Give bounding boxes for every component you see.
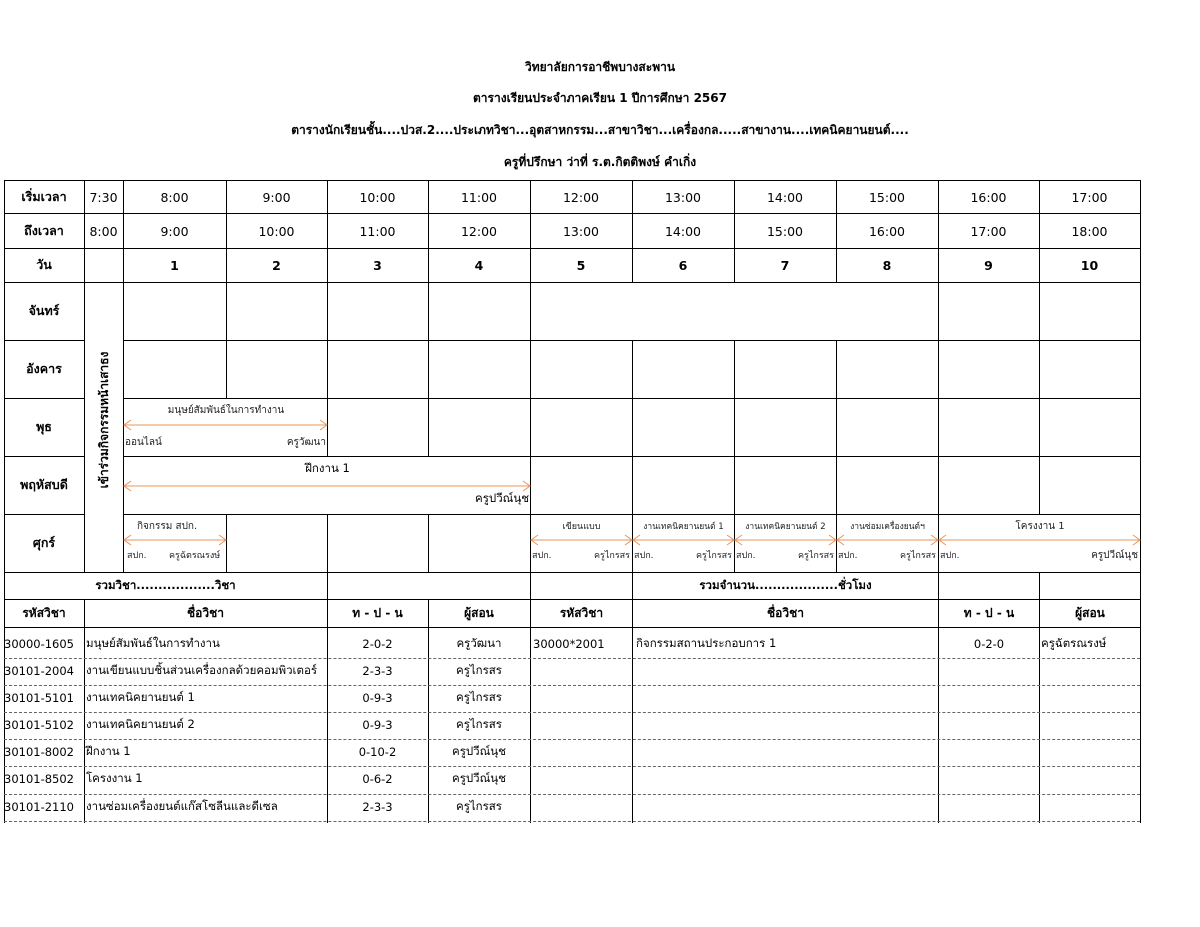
day-label: ศุกร์ [32,535,56,550]
end-time: 13:00 [562,223,600,239]
period-number: 8 [882,257,892,273]
subject-code-right: 30000*2001 [533,637,605,651]
subject-code: 30101-5102 [4,718,74,732]
subject-name: งานซ่อมเครื่องยนต์แก๊สโซลีนและดีเซล [86,799,278,813]
start-time: 8:00 [160,189,189,205]
subject-teacher: ครูไกรสร [456,663,502,677]
subject-name: งานเทคนิคยานยนต์ 1 [86,690,195,704]
subject-name-header-right: ชื่อวิชา [767,605,804,620]
fri1-room: สปก. [127,551,147,561]
subject-code: 30101-5101 [4,691,74,705]
subject-teacher: ครูไกรสร [456,717,502,731]
subject-code: 30101-2110 [4,800,74,814]
fri9-room: สปก. [940,551,960,561]
subject-code: 30000-1605 [4,637,74,651]
period-number: 9 [984,257,993,273]
fri9-subject: โครงงาน 1 [1015,520,1065,532]
period-number: 3 [373,257,382,273]
end-time: 18:00 [1071,223,1108,239]
period-number: 7 [780,257,790,273]
end-time: 9:00 [160,223,189,239]
subject-credits: 2-3-3 [362,800,393,814]
subject-teacher: ครูไกรสร [456,799,502,813]
period-number: 2 [272,257,281,273]
start-time: 12:00 [562,189,600,205]
subject-credits: 2-3-3 [362,664,393,678]
subject-credits: 0-6-2 [362,772,393,786]
end-time: 16:00 [868,223,906,239]
end-time: 8:00 [89,223,118,239]
subject-teacher: ครูปวีณ์นุช [452,744,506,758]
subject-code: 30101-8502 [4,772,74,786]
subject-name: ฝึกงาน 1 [86,744,131,758]
start-time: 13:00 [664,189,702,205]
day-label: พุธ [36,419,52,434]
end-time: 10:00 [258,223,295,239]
day-label: พฤหัสบดี [20,477,68,492]
end-time: 17:00 [970,223,1007,239]
subject-name-header: ชื่อวิชา [187,605,224,620]
teacher-header: ผู้สอน [464,605,494,620]
fri5-room: สปก. [532,551,552,561]
subject-name: งานเทคนิคยานยนต์ 2 [86,717,195,731]
fri6-room: สปก. [634,551,654,561]
wed-room: ออนไลน์ [125,436,162,448]
subject-credits-right: 0-2-0 [973,637,1005,651]
fri5-teacher: ครูไกรสร [594,551,630,561]
subject-teacher: ครูไกรสร [456,690,502,704]
subject-teacher: ครูวัฒนา [456,636,502,650]
end-time: 15:00 [766,223,804,239]
subject-teacher-right: ครูฉัตรณรงษ์ [1041,636,1107,650]
start-time: 9:00 [262,189,291,205]
subject-name: งานเขียนแบบชิ้นส่วนเครื่องกลด้วยคอมพิวเตอร์ [86,663,318,677]
advisor-line: ครูที่ปรึกษา ว่าที่ ร.ต.กิตติพงษ์ คำเกิ่ง [503,155,697,169]
fri9-teacher: ครูปวีณ์นุช [1091,549,1138,561]
schedule-title: ตารางเรียนประจำภาคเรียน 1 ปีการศึกษา 2567 [473,91,727,105]
start-time: 11:00 [460,189,498,205]
fri6-teacher: ครูไกรสร [696,551,732,561]
teacher-header-right: ผู้สอน [1075,605,1105,620]
start-time: 16:00 [970,189,1007,205]
period-label: วัน [36,257,52,272]
subject-teacher: ครูปวีณ์นุช [452,771,506,785]
wed-teacher: ครูวัฒนา [286,436,326,448]
end-time: 11:00 [359,223,396,239]
fri8-subject: งานซ่อมเครื่องยนต์ฯ [850,522,925,532]
subject-credits: 0-10-2 [358,745,397,759]
end-time: 14:00 [664,223,702,239]
hours-total: รวมจำนวน...................ชั่วโมง [699,578,872,592]
thu-teacher: ครูปวีณ์นุช [475,491,529,505]
subject-credits: 0-9-3 [362,691,393,705]
subject-name: มนุษย์สัมพันธ์ในการทำงาน [86,636,220,650]
end-time-label: ถึงเวลา [24,223,64,238]
subject-code: 30101-2004 [4,664,74,678]
fri8-room: สปก. [838,551,858,561]
period-number: 5 [576,257,586,273]
start-time: 10:00 [359,189,396,205]
wed-subject: มนุษย์สัมพันธ์ในการทำงาน [167,404,285,416]
fri6-subject: งานเทคนิคยานยนต์ 1 [643,522,724,532]
subject-code: 30101-8002 [4,745,74,759]
college-title: วิทยาลัยการอาชีพบางสะพาน [524,60,676,74]
day-label: จันทร์ [28,303,60,318]
start-time-label: เริ่มเวลา [21,189,67,204]
start-time: 7:30 [89,189,118,205]
fri1-subject: กิจกรรม สปก. [137,520,198,532]
day-label: อังคาร [26,361,62,376]
subject-code-header: รหัสวิชา [22,605,66,620]
period-number: 4 [474,257,484,273]
fri7-subject: งานเทคนิคยานยนต์ 2 [745,522,826,532]
start-time: 17:00 [1071,189,1108,205]
period-number: 1 [170,257,179,273]
homeroom-activity: เข้าร่วมกิจกรรมหน้าเสาธง [97,351,111,489]
period-number: 6 [678,257,688,273]
fri8-teacher: ครูไกรสร [900,551,936,561]
fri7-room: สปก. [736,551,756,561]
period-number: 10 [1080,257,1099,273]
subject-code-header-right: รหัสวิชา [559,605,604,620]
class-info: ตารางนักเรียนชั้น....ปวส.2....ประเภทวิชา...อุตสาหกรรม...สาขาวิชา...เครื่องกล.....สาขางาน....เทคนิคยานยนต์.... [291,123,909,137]
subject-credits: 2-0-2 [362,637,393,651]
start-time: 15:00 [868,189,906,205]
end-time: 12:00 [460,223,498,239]
subject-credits: 0-9-3 [362,718,393,732]
subject-name-right: กิจกรรมสถานประกอบการ 1 [636,636,777,650]
subject-name: โครงงาน 1 [86,771,143,785]
fri1-teacher: ครูฉัตรณรงษ์ [169,551,221,561]
subjects-total: รวมวิชา..................วิชา [95,578,236,592]
thu-subject: ฝึกงาน 1 [305,461,350,475]
credits-header: ท - ป - น [352,605,403,620]
fri5-subject: เขียนแบบ [562,522,601,532]
credits-header-right: ท - ป - น [963,605,1015,620]
start-time: 14:00 [766,189,804,205]
fri7-teacher: ครูไกรสร [798,551,834,561]
